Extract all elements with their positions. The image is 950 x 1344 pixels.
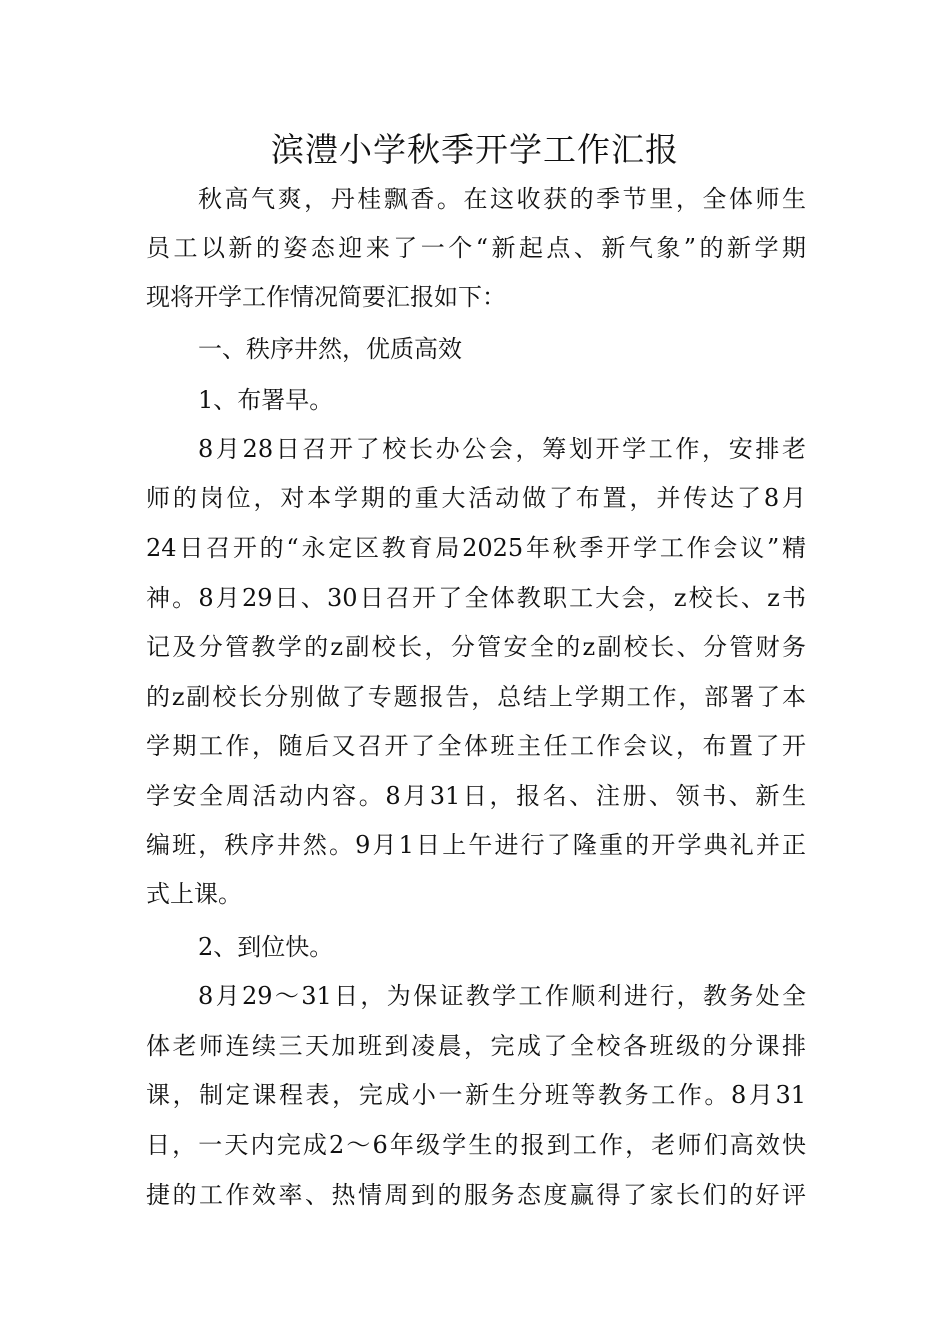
document-title: 滨澧小学秋季开学工作汇报: [271, 130, 679, 169]
paragraph-line: 现将开学工作情况简要汇报如下：: [146, 283, 506, 311]
section-heading: 一、秩序井然，优质高效: [198, 335, 462, 363]
subsection-heading: 2、到位快。: [198, 933, 334, 961]
paragraph-line: 体老师连续三天加班到凌晨，完成了全校各班级的分课排: [146, 1032, 806, 1060]
paragraph-line: 编班，秩序井然。9月1日上午进行了隆重的开学典礼并正: [146, 831, 806, 859]
paragraph-line: 日，一天内完成2～6年级学生的报到工作，老师们高效快: [146, 1131, 806, 1159]
paragraph-line: 神。8月29日、30日召开了全体教职工大会，z校长、z书: [146, 584, 806, 612]
paragraph-line: 学安全周活动内容。8月31日，报名、注册、领书、新生: [146, 782, 806, 810]
paragraph-line: 课，制定课程表，完成小一新生分班等教务工作。8月31: [146, 1081, 806, 1109]
subsection-heading: 1、布署早。: [198, 386, 334, 414]
paragraph-line: 秋高气爽，丹桂飘香。在这收获的季节里，全体师生: [198, 185, 806, 213]
paragraph-line: 学期工作，随后又召开了全体班主任工作会议，布置了开: [146, 732, 806, 760]
paragraph-line: 8月28日召开了校长办公会，筹划开学工作，安排老: [198, 435, 806, 463]
paragraph-line: 捷的工作效率、热情周到的服务态度赢得了家长们的好评: [146, 1181, 806, 1209]
paragraph-line: 员工以新的姿态迎来了一个“新起点、新气象”的新学期: [146, 234, 806, 262]
paragraph-line: 式上课。: [146, 880, 242, 908]
paragraph-line: 师的岗位，对本学期的重大活动做了布置，并传达了8月: [146, 484, 806, 512]
paragraph-line: 记及分管教学的z副校长，分管安全的z副校长、分管财务: [146, 633, 806, 661]
paragraph-line: 的z副校长分别做了专题报告，总结上学期工作，部署了本: [146, 683, 806, 711]
paragraph-line: 24日召开的“永定区教育局2025年秋季开学工作会议”精: [146, 534, 806, 562]
paragraph-line: 8月29～31日，为保证教学工作顺利进行，教务处全: [198, 982, 806, 1010]
